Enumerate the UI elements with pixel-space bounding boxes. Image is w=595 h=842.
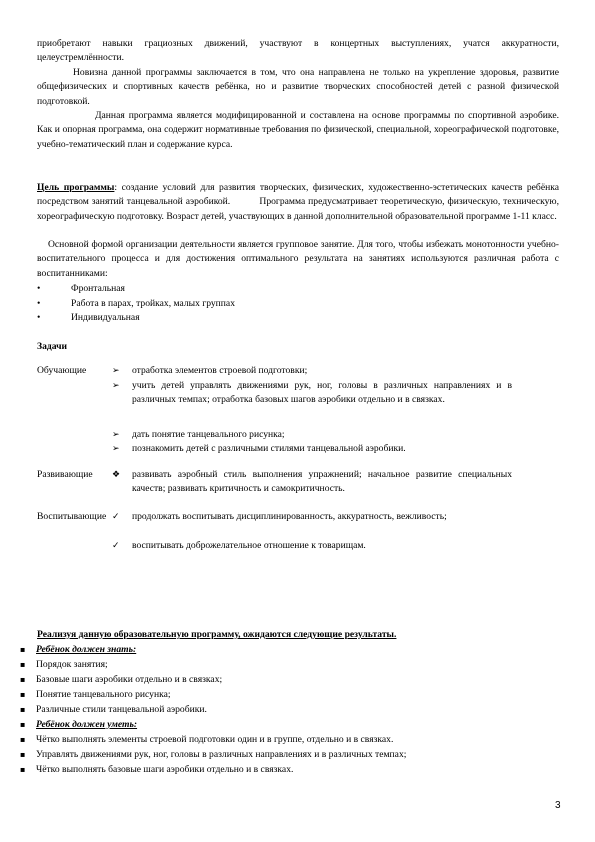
can-heading: Ребёнок должен уметь: xyxy=(36,719,138,730)
task-item: развивать аэробный стиль выполнения упражнений; начальное развитие специальных качеств; развивать критичность и самокритичность. xyxy=(132,469,512,495)
tasks-developing-label: Развивающие xyxy=(37,469,93,480)
know-heading: Ребёнок должен знать: xyxy=(36,644,137,655)
arrow-bullet-icon: ➢ xyxy=(112,430,120,440)
square-bullet-icon: ▪ xyxy=(20,765,26,774)
arrow-bullet-icon: ➢ xyxy=(112,366,120,376)
tasks-teaching-label: Обучающие xyxy=(37,365,87,376)
goal-label: Цель программы xyxy=(37,182,115,193)
results-intro: Реализуя данную образовательную программу, ожидаются следующие результаты. xyxy=(37,629,397,640)
checkmark-bullet-icon: ✓ xyxy=(112,541,120,551)
checkmark-bullet-icon: ✓ xyxy=(112,512,120,522)
diamond-bullet-icon: ❖ xyxy=(112,470,121,480)
arrow-bullet-icon: ➢ xyxy=(112,444,120,454)
arrow-bullet-icon: ➢ xyxy=(112,381,120,391)
square-bullet-icon: ▪ xyxy=(20,750,26,759)
task-item: отработка элементов строевой подготовки; xyxy=(132,365,308,376)
square-bullet-icon: ▪ xyxy=(20,705,26,714)
tasks-educating-label: Воспитывающие xyxy=(37,511,107,522)
square-bullet-icon: ▪ xyxy=(20,735,26,744)
square-bullet-icon: ▪ xyxy=(20,675,26,684)
bullet-icon: • xyxy=(37,283,41,294)
task-item: продолжать воспитывать дисциплинированность, аккуратность, вежливость; xyxy=(132,511,447,522)
intro-continuation: приобретают навыки грациозных движений, участвуют в концертных выступлениях, учатся аккуратности, целеустремлённости. xyxy=(37,38,559,64)
task-item: воспитывать доброжелательное отношение к товарищам. xyxy=(132,540,366,551)
novelty-paragraph: Новизна данной программы заключается в том, что она направлена не только на укрепление здоровья, развитие общефизических и спортивных качеств ребёнка, но и развитие творческих способностей детей с разной физической подготовкой. xyxy=(37,67,559,107)
task-item: дать понятие танцевального рисунка; xyxy=(132,429,285,440)
tasks-heading: Задачи xyxy=(37,341,68,352)
document-page: приобретают навыки грациозных движений, участвуют в концертных выступлениях, учатся аккуратности, целеустремлённости. Новизна данной программы заключается в том, что она направлена не только на укрепление здоровья, развитие общефизических и спортивных качеств ребёнка, но и развитие творческих способностей детей с разной физической подготовкой. Данная программа является модифицированной и составлена на основе программы по спортивной аэробике. Как и опорная программа, она содержит нормативные требования по физической, специальной, хореографической подготовке, учебно-тематический план и содержание курса. Цель программы: создание условий для развития творческих, физических, художественно-эстетических качеств ребёнка посредством занятий танцевальной аэробикой. Программа предусматривает теоретическую, физическую, техническую, хореографическую подготовку. Возраст детей, участвующих в данной дополнительной образовательной программе 1-11 класс. Основной формой организации деятельности является групповое занятие. Для того, чтобы избежать монотонности учебно-воспитательного процесса и для достижения оптимального результата на занятиях используются различная работа с воспитанниками: • Фронтальная • Работа в парах, тройках, малых группах • Индивидуальная Задачи Обучающие ➢ отработка элементов строевой подготовки; ➢ учить детей управлять движениями рук, ног, головы в различных направлениях и в различных темпах; отработка базовых шагов аэробики отдельно и в связках. ➢ дать понятие танцевального рисунка; ➢ познакомить детей с различными стилями танцевальной аэробики. Развивающие ❖ развивать аэробный стиль выполнения упражнений; начальное развитие специальных качеств; развивать критичность и самокритичность. Воспитывающие ✓ продолжать воспитывать дисциплинированность, аккуратность, вежливость; ✓ воспитывать доброжелательное отношение к товарищам. Реализуя данную образовательную программу, ожидаются следующие результаты. ▪ Ребёнок должен знать: ▪ Порядок занятия; ▪ Базовые шаги аэробики отдельно и в связках; ▪ Понятие танцевального рисунка; ▪ Различные стили танцевальной аэробики. ▪ Ребёнок должен уметь: ▪ Чётко выполнять элементы строевой подготовки один и в группе, отдельно и в связках. ▪ Управлять движениями рук, ног, головы в различных направлениях и в различных темпах; ▪ Чётко выполнять базовые шаги аэробики отдельно и в связках. 3 xyxy=(0,0,595,842)
square-bullet-icon: ▪ xyxy=(20,690,26,699)
task-item: познакомить детей с различными стилями танцевальной аэробики. xyxy=(132,443,406,454)
page-number: 3 xyxy=(555,800,561,811)
goal-paragraph xyxy=(37,181,559,224)
square-bullet-icon: ▪ xyxy=(20,645,26,654)
goal-text: : создание условий для развития творческих, физических, художественно-эстетических качеств ребёнка посредством занятий танцевальной аэробикой. Программа предусматривает теоретическую, физическую, техническую, хореографическую подготовку. Возраст детей, участвующих в данной дополнительной образовательной программе 1-11 класс. xyxy=(37,182,559,222)
task-item: учить детей управлять движениями рук, ног, головы в различных направлениях и в различных темпах; отработка базовых шагов аэробики отдельно и в связках. xyxy=(132,380,512,406)
bullet-icon: • xyxy=(37,298,41,309)
square-bullet-icon: ▪ xyxy=(20,660,26,669)
square-bullet-icon: ▪ xyxy=(20,720,26,729)
bullet-icon: • xyxy=(37,312,41,323)
modified-paragraph: Данная программа является модифицированной и составлена на основе программы по спортивной аэробике. Как и опорная программа, она содержит нормативные требования по физической, специальной, хореографической подготовке, учебно-тематический план и содержание курса. xyxy=(37,110,559,150)
form-paragraph: Основной формой организации деятельности является групповое занятие. Для того, чтобы избежать монотонности учебно-воспитательного процесса и для достижения оптимального результата на занятиях используются различная работа с воспитанниками: xyxy=(37,239,559,279)
